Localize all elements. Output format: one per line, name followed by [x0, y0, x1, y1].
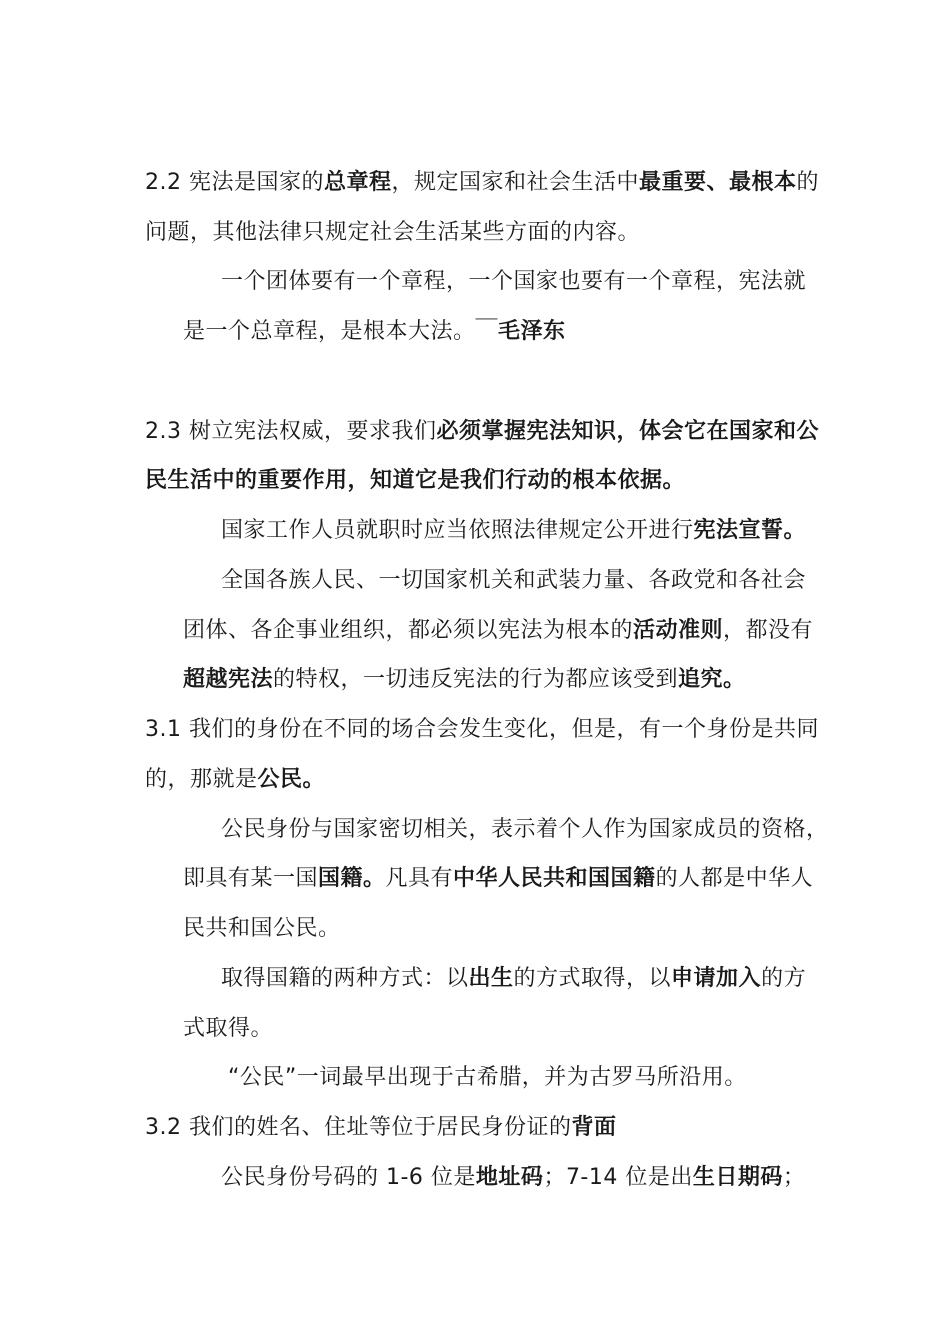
bold-text: 中华人民共和国国籍 — [453, 866, 656, 891]
text: 公民身份号码的 1-6 位是 — [221, 1165, 476, 1190]
bold-text: 背面 — [571, 1115, 617, 1140]
text: 全国各族人民、一切国家机关和武装力量、各政党和各社会 — [221, 568, 807, 593]
bold-text: 总章程 — [323, 170, 392, 195]
paragraph-line — [145, 168, 819, 198]
text: 式取得。 — [183, 1016, 274, 1041]
paragraph-line — [183, 317, 566, 347]
bold-text: 民生活中的重要作用，知道它是我们行动的根本依据。 — [145, 468, 686, 493]
text: 问题，其他法律只规定社会生活某些方面的内容。 — [145, 220, 641, 245]
text: 凡具有 — [385, 866, 454, 891]
paragraph-line — [183, 914, 341, 944]
text: 团体、各企事业组织，都必须以宪法为根本的 — [183, 618, 634, 643]
text: 的，那就是 — [145, 767, 258, 792]
text: 的特权，一切违反宪法的行为都应该受到 — [273, 667, 679, 692]
text: 取得国籍的两种方式：以 — [221, 966, 469, 991]
paragraph-line — [183, 665, 746, 695]
bold-text: 生日期码 — [692, 1165, 783, 1190]
text: ； — [782, 1165, 806, 1190]
text: 的 — [796, 170, 820, 195]
bold-text: 最重要、最根本 — [639, 170, 797, 195]
paragraph-line — [221, 815, 829, 845]
text: “公民”一词最早出现于古希腊，并为古罗马所沿用。 — [228, 1065, 747, 1090]
paragraph-line — [145, 417, 819, 447]
text: 是一个总章程，是根本大法。￣ — [183, 319, 499, 344]
text: 一个团体要有一个章程，一个国家也要有一个章程，宪法就 — [221, 269, 807, 294]
text: 3.1 我们的身份在不同的场合会发生变化，但是，有一个身份是共同 — [145, 717, 819, 742]
paragraph-line — [183, 616, 813, 646]
text: ；7-14 位是出 — [543, 1165, 693, 1190]
paragraph-line — [221, 1163, 805, 1193]
paragraph-line — [145, 1113, 617, 1143]
paragraph-line — [183, 864, 813, 894]
text: 3.2 我们的姓名、住址等位于居民身份证的 — [145, 1115, 572, 1140]
text: 2.2 宪法是国家的 — [145, 170, 324, 195]
bold-text: 超越宪法 — [183, 667, 274, 692]
bold-text: 申请加入 — [671, 966, 762, 991]
bold-text: 国籍。 — [318, 866, 386, 891]
paragraph-line — [221, 267, 806, 297]
paragraph-line — [145, 466, 685, 496]
text: 国家工作人员就职时应当依照法律规定公开进行 — [221, 518, 694, 543]
paragraph-line — [145, 218, 640, 248]
text: 的方式取得，以 — [513, 966, 672, 991]
paragraph-line — [228, 1063, 747, 1093]
text: 公民身份与国家密切相关，表示着个人作为国家成员的资格， — [221, 817, 829, 842]
paragraph-line — [221, 964, 806, 994]
bold-text: 地址码 — [475, 1165, 544, 1190]
paragraph-line — [145, 765, 325, 795]
bold-text: 活动准则 — [633, 618, 724, 643]
text: 2.3 树立宪法权威，要求我们 — [145, 419, 437, 444]
bold-text: 必须掌握宪法知识，体会它在国家和公 — [436, 419, 819, 444]
text: 即具有某一国 — [183, 866, 319, 891]
paragraph-line — [183, 1014, 273, 1044]
paragraph-line — [221, 566, 806, 596]
text: 的人都是中华人 — [655, 866, 814, 891]
text: ，规定国家和社会生活中 — [391, 170, 640, 195]
bold-text: 毛泽东 — [498, 319, 566, 344]
bold-text: 追究。 — [678, 667, 746, 692]
bold-text: 宪法宣誓。 — [693, 518, 807, 543]
paragraph-line — [145, 715, 819, 745]
text: 的方 — [761, 966, 807, 991]
bold-text: 公民。 — [257, 767, 326, 792]
text: 民共和国公民。 — [183, 916, 341, 941]
text: ，都没有 — [723, 618, 814, 643]
bold-text: 出生 — [468, 966, 514, 991]
paragraph-line — [221, 516, 806, 546]
